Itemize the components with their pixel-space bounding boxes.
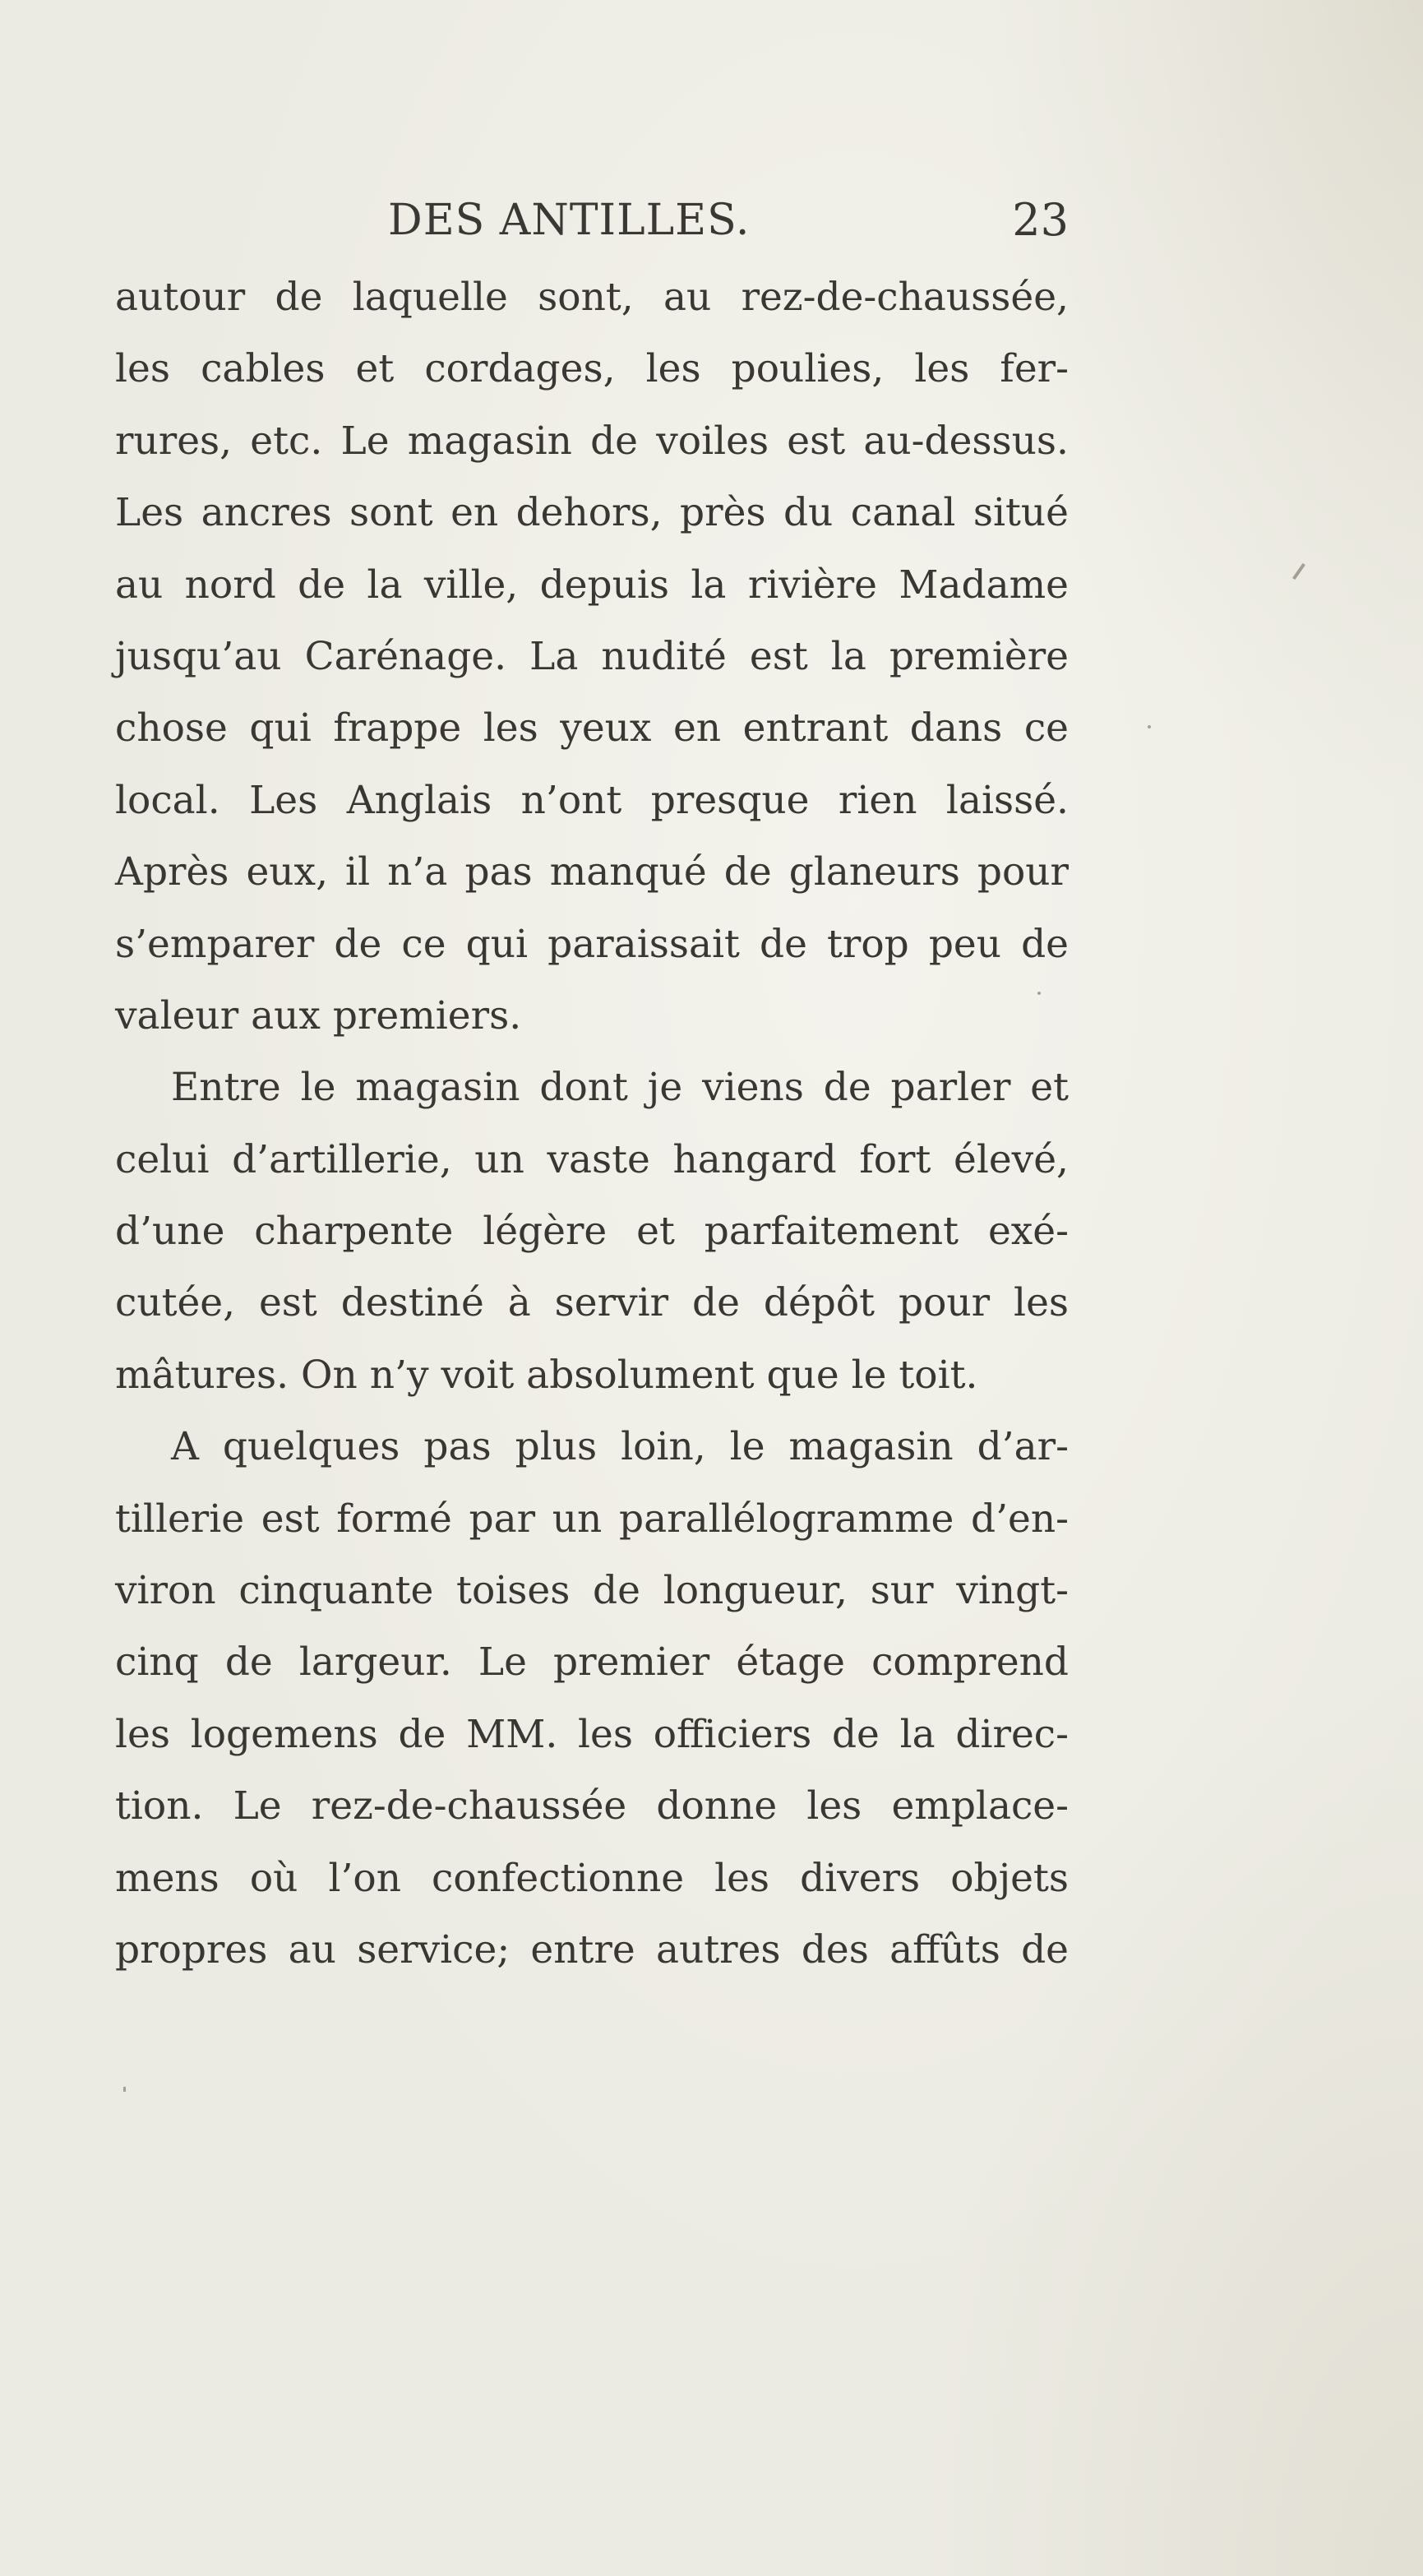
running-head-title: DES ANTILLES.: [388, 196, 751, 245]
paper-speck: [1148, 725, 1151, 728]
paragraph-end-line: valeur aux premiers.: [115, 992, 522, 1038]
text-line: celui d’artillerie, un vaste hangard fort élevé,: [115, 1136, 1069, 1182]
paper-speck: [1292, 563, 1305, 580]
text-line: autour de laquelle sont, au rez-de-chaussée,: [115, 275, 1069, 320]
text-line: rures, etc. Le magasin de voiles est au-dessus.: [115, 418, 1069, 464]
text-line: chose qui frappe les yeux en entrant dans ce: [115, 705, 1069, 752]
page-number: 23: [1012, 194, 1069, 246]
text-line: cutée, est destiné à servir de dépôt pour les: [115, 1280, 1069, 1326]
text-line: au nord de la ville, depuis la rivière Madame: [115, 562, 1069, 608]
text-line: Les ancres sont en dehors, près du canal situé: [115, 490, 1069, 536]
body-text: [115, 261, 1069, 1986]
text-line: les cables et cordages, les poulies, les fer-: [115, 346, 1069, 392]
text-line: jusqu’au Carénage. La nudité est la première: [115, 633, 1069, 679]
text-line: cinq de largeur. Le premier étage comprend: [115, 1639, 1069, 1686]
paragraph-start-line: A quelques pas plus loin, le magasin d’ar-: [171, 1424, 1069, 1470]
text-line: s’emparer de ce qui paraissait de trop peu de: [115, 921, 1069, 967]
text-line: d’une charpente légère et parfaitement exé-: [115, 1209, 1069, 1255]
text-line: tion. Le rez-de-chaussée donne les emplace-: [115, 1783, 1069, 1829]
paragraph-end-line: mâtures. On n’y voit absolument que le toit.: [115, 1352, 978, 1398]
text-line: viron cinquante toises de longueur, sur vingt-: [115, 1568, 1069, 1614]
paragraph-start-line: Entre le magasin dont je viens de parler et: [171, 1065, 1069, 1111]
text-line: Après eux, il n’a pas manqué de glaneurs pour: [115, 849, 1069, 895]
paper-speck: [1037, 992, 1041, 995]
text-line: tillerie est formé par un parallélogramme d’en-: [115, 1496, 1069, 1542]
text-line: propres au service; entre autres des affûts de: [115, 1926, 1069, 1972]
text-line: mens où l’on confectionne les divers objets: [115, 1855, 1069, 1901]
running-head: [115, 187, 1069, 253]
text-line: les logemens de MM. les officiers de la direc-: [115, 1711, 1069, 1757]
text-line: local. Les Anglais n’ont presque rien laissé.: [115, 777, 1069, 823]
paper-speck: [123, 2087, 126, 2092]
